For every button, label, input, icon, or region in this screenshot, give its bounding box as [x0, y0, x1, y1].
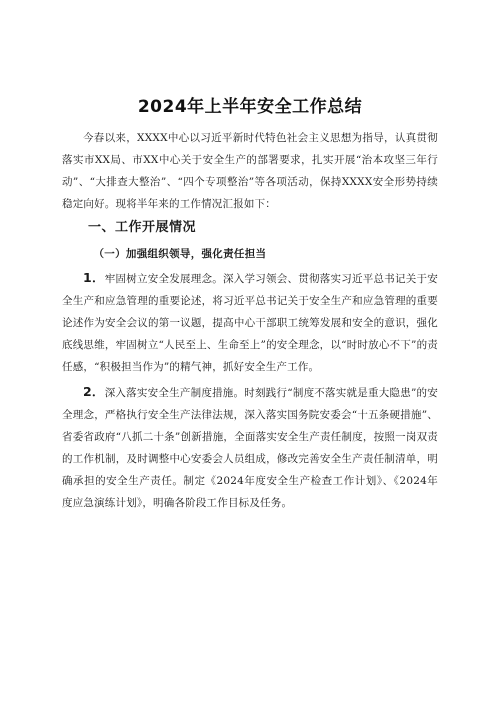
subsection-heading: （一）加强组织领导，强化责任担当 — [93, 248, 267, 260]
intro-paragraph: 今春以来，XXXX中心以习近平新时代特色社会主义思想为指导，认真贯彻落实市XX局、市XX中心关于安全生产的部署要求，扎实开展“治本攻坚三年行动”、“大排查大整治”、“四个专项整治”等各项活动，保持XXXX安全形势持续稳定向好。现将半年来的工作情况汇报如下： — [62, 132, 438, 210]
document-title: 2024年上半年安全工作总结 — [137, 97, 363, 117]
item-text: 深入落实安全生产制度措施。时刻践行“制度不落实就是重大隐患”的安全理念，严格执行安全生产法律法规，深入落实国务院安委会“十五条硬措施”、省委省政府“八抓二十条”创新措施，全面落实安全生产责任制度，按照一岗双责的工作机制，及时调整中心安委会人员组成，修改完善安全生产责任制清单，明确承担的安全生产责任。制定《2024年度安全生产检查工作计划》、《2024年度应急演练计划》，明确各阶段工作目标及任务。 — [62, 387, 438, 509]
item-number: 1． — [83, 270, 105, 285]
section-heading: 一、工作开展情况 — [88, 220, 197, 235]
item-text: 牢固树立安全发展理念。深入学习领会、贯彻落实习近平总书记关于安全生产和应急管理的重要论述，将习近平总书记关于安全生产和应急管理的重要论述作为安全会议的第一议题，提高中心干部职工统筹发展和安全的意识，强化底线思维，牢固树立“人民至上、生命至上”的安全理念，以“时时放心不下”的责任感，“积极担当作为”的精气神，抓好安全生产工作。 — [62, 273, 438, 373]
list-item — [62, 381, 438, 514]
item-number: 2． — [83, 384, 105, 399]
list-item — [62, 267, 438, 378]
